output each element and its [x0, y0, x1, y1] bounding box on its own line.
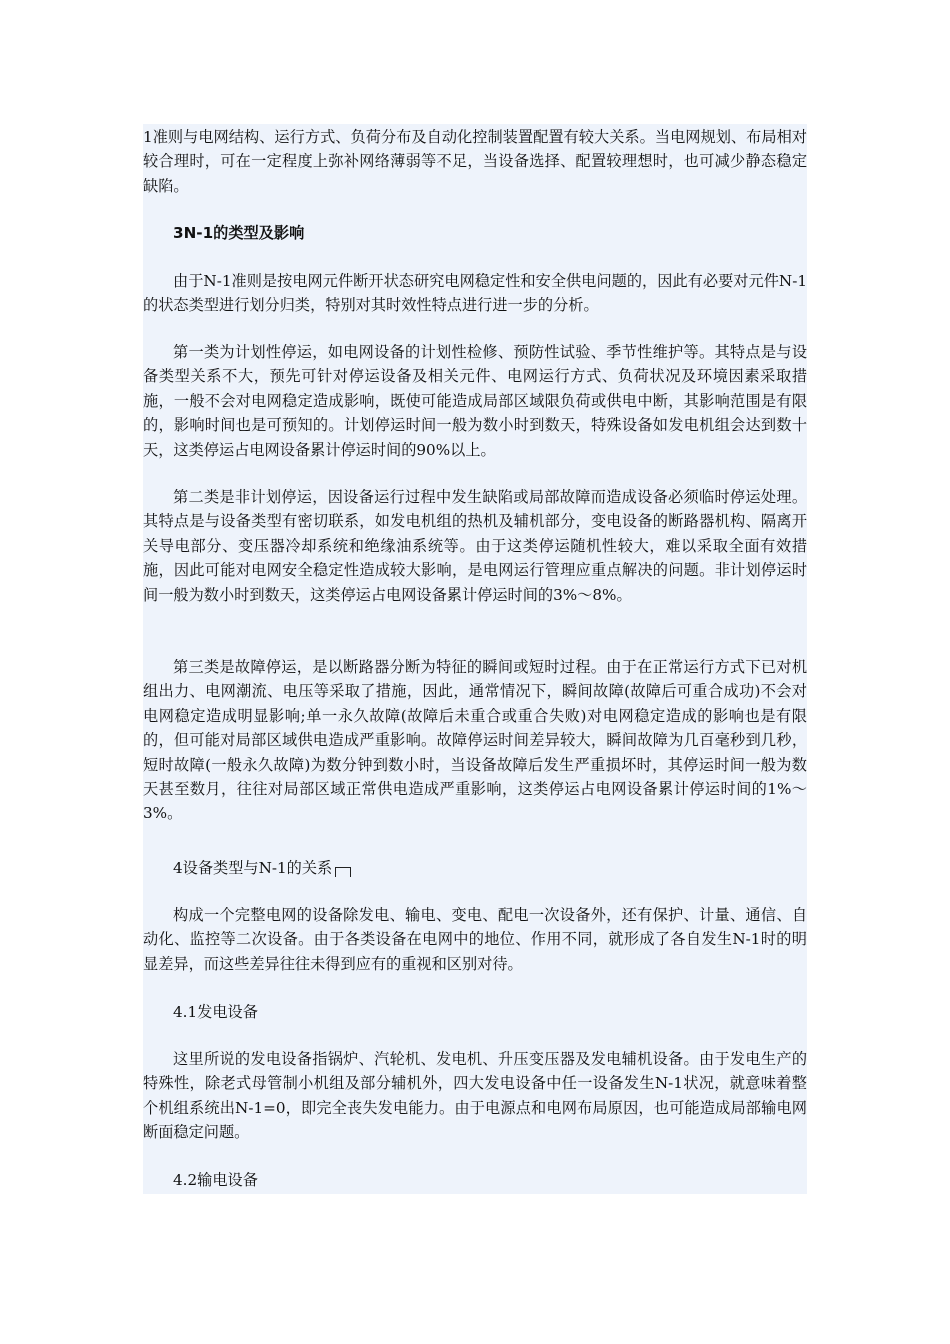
paragraph-generation-devices: 这里所说的发电设备指锅炉、汽轮机、发电机、升压变压器及发电辅机设备。由于发电生产的特殊性，除老式母管制小机组及部分辅机外，四大发电设备中任一设备发生N-1状况，就意味着整个机组系统出N-1=0，即完全丧失发电能力。由于电源点和电网布局原因，也可能造成局部输电网断面稳定问题。: [143, 1050, 807, 1142]
section-heading-4-2: 4.2输电设备: [173, 1171, 258, 1189]
paragraph-planned-outage: 第一类为计划性停运，如电网设备的计划性检修、预防性试验、季节性维护等。其特点是与设备类型关系不大，预先可针对停运设备及相关元件、电网运行方式、负荷状况及环境因素采取措施，一般不会对电网稳定造成影响，既使可能造成局部区域限负荷或供电中断，其影响范围是有限的，影响时间也是可预知的。计划停运时间一般为数小时到数天，特殊设备如发电机组会达到数十天，这类停运占电网设备累计停运时间的90%以上。: [143, 343, 807, 459]
paragraph-intro: 1准则与电网结构、运行方式、负荷分布及自动化控制装置配置有较大关系。当电网规划、布局相对较合理时，可在一定程度上弥补网络薄弱等不足，当设备选择、配置较理想时，也可减少静态稳定缺陷。: [143, 128, 807, 195]
paragraph-n1-types: 由于N-1准则是按电网元件断开状态研究电网稳定性和安全供电问题的，因此有必要对元件N-1的状态类型进行划分归类，特别对其时效性特点进行进一步的分析。: [143, 272, 807, 315]
paragraph-fault-outage: 第三类是故障停运，是以断路器分断为特征的瞬间或短时过程。由于在正常运行方式下已对机组出力、电网潮流、电压等采取了措施，因此，通常情况下，瞬间故障(故障后可重合成功)不会对电网稳定造成明显影响;单一永久故障(故障后未重合或重合失败)对电网稳定造成的影响也是有限的，但可能对局部区域供电造成严重影响。故障停运时间差异较大，瞬间故障为几百毫秒到几秒，短时故障(一般永久故障)为数分钟到数小时，当设备故障后发生严重损坏时，其停运时间一般为数天甚至数月，往往对局部区域正常供电造成严重影响，这类停运占电网设备累计停运时间的1%～3%。: [143, 658, 807, 823]
paragraph-device-types: 构成一个完整电网的设备除发电、输电、变电、配电一次设备外，还有保护、计量、通信、自动化、监控等二次设备。由于各类设备在电网中的地位、作用不同，就形成了各自发生N-1时的明显差异，而这些差异往往未得到应有的重视和区别对待。: [143, 906, 807, 973]
document-body: [143, 124, 807, 1194]
section-heading-4-text: 4设备类型与N-1的关系: [173, 859, 333, 877]
paragraph-unplanned-outage: 第二类是非计划停运，因设备运行过程中发生缺陷或局部故障而造成设备必须临时停运处理。其特点是与设备类型有密切联系，如发电机组的热机及辅机部分，变电设备的断路器机构、隔离开关导电部分、变压器冷却系统和绝缘油系统等。由于这类停运随机性较大，难以采取全面有效措施，因此可能对电网安全稳定性造成较大影响，是电网运行管理应重点解决的问题。非计划停运时间一般为数小时到数天，这类停运占电网设备累计停运时间的3%～8%。: [143, 488, 807, 604]
section-heading-3: 3N-1的类型及影响: [173, 224, 305, 242]
section-heading-4: [173, 856, 351, 880]
anchor-mark-icon: [335, 867, 351, 877]
section-heading-4-1: 4.1发电设备: [173, 1003, 258, 1021]
